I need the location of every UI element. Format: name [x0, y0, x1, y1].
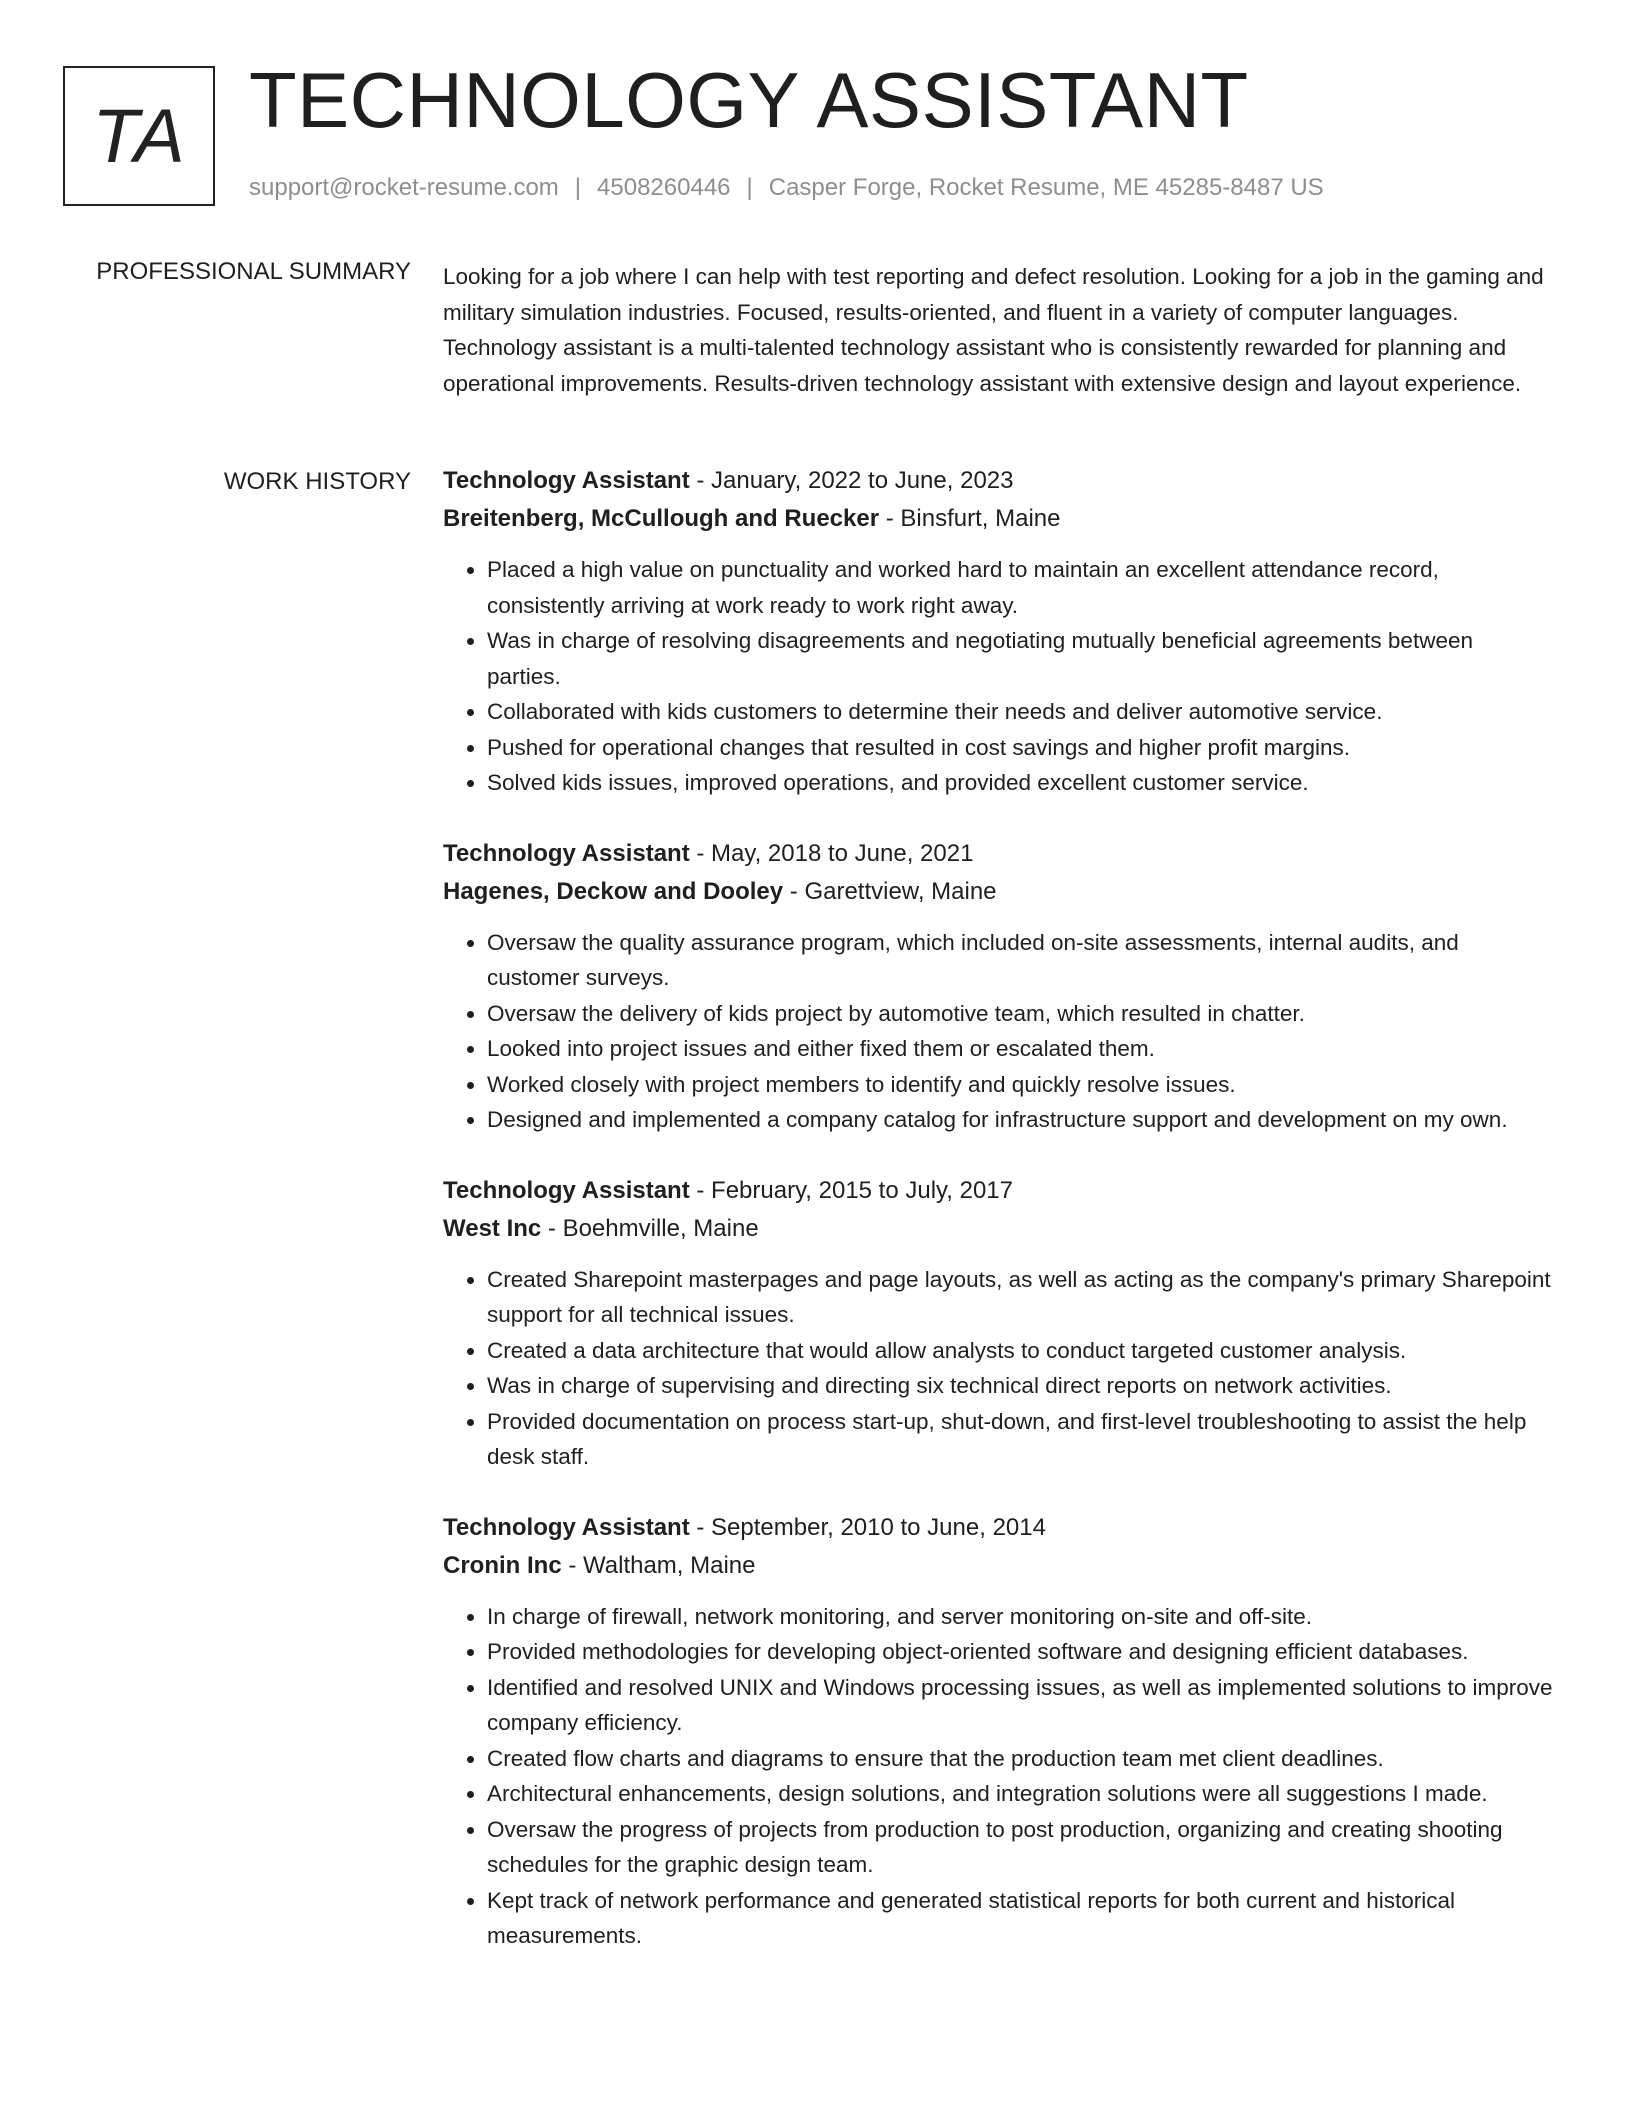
job-title-line	[443, 1509, 1553, 1547]
job-bullet: • Was in charge of supervising and directing six technical direct reports on network activities.	[487, 1368, 1553, 1404]
job-bullet-list	[443, 1599, 1553, 1954]
job-bullet: • Created flow charts and diagrams to ensure that the production team met client deadlines.	[487, 1741, 1553, 1777]
job-company-line	[443, 500, 1553, 538]
contact-address: Casper Forge, Rocket Resume, ME 45285-8487 US	[768, 174, 1324, 201]
job-entry	[443, 1172, 1553, 1475]
job-bullet: • In charge of firewall, network monitoring, and server monitoring on-site and off-site.	[487, 1599, 1553, 1635]
job-bullet: • Oversaw the progress of projects from production to post production, organizing and creating shooting schedules for the graphic design team.	[487, 1812, 1553, 1883]
job-title-line	[443, 462, 1553, 500]
job-entry	[443, 835, 1553, 1138]
job-title-line	[443, 835, 1553, 873]
job-company: Hagenes, Deckow and Dooley	[443, 877, 784, 905]
job-bullet-list	[443, 552, 1553, 801]
job-bullet: • Oversaw the delivery of kids project by automotive team, which resulted in chatter.	[487, 996, 1553, 1032]
job-location: - Garettview, Maine	[783, 877, 997, 905]
work-history-label: WORK HISTORY	[223, 468, 411, 495]
job-bullet: • Oversaw the quality assurance program, which included on-site assessments, internal audits, and customer surveys.	[487, 925, 1553, 996]
job-dates: - May, 2018 to June, 2021	[689, 839, 974, 867]
work-history-body	[443, 462, 1553, 1988]
job-title: Technology Assistant	[443, 839, 690, 867]
job-bullet: • Collaborated with kids customers to determine their needs and deliver automotive service.	[487, 694, 1553, 730]
job-title: Technology Assistant	[443, 1176, 690, 1204]
job-dates: - January, 2022 to June, 2023	[689, 467, 1014, 494]
job-bullet: • Pushed for operational changes that resulted in cost savings and higher profit margins.	[487, 730, 1553, 766]
contact-separator: |	[574, 174, 582, 201]
job-company: Cronin Inc	[443, 1551, 562, 1579]
job-bullet: • Worked closely with project members to identify and quickly resolve issues.	[487, 1067, 1553, 1103]
job-bullet: • Kept track of network performance and generated statistical reports for both current and historical measurements.	[487, 1883, 1553, 1954]
job-entry	[443, 1509, 1553, 1954]
job-entry	[443, 462, 1553, 801]
job-bullet: • Was in charge of resolving disagreements and negotiating mutually beneficial agreements between parties.	[487, 623, 1553, 694]
contact-separator: |	[746, 174, 753, 201]
job-location: - Boehmville, Maine	[541, 1214, 759, 1242]
job-company: Breitenberg, McCullough and Ruecker	[443, 505, 880, 532]
resume-name: TECHNOLOGY ASSISTANT	[249, 56, 1249, 144]
job-title: Technology Assistant	[443, 1513, 690, 1541]
job-location: - Waltham, Maine	[561, 1551, 756, 1579]
job-bullet: • Solved kids issues, improved operations, and provided excellent customer service.	[487, 765, 1553, 801]
job-company-line	[443, 1547, 1553, 1585]
job-company-line	[443, 873, 1553, 911]
job-bullet-list	[443, 1262, 1553, 1475]
job-bullet: • Provided documentation on process start-up, shut-down, and first-level troubleshooting to assist the help desk staff.	[487, 1404, 1553, 1475]
job-bullet: • Designed and implemented a company catalog for infrastructure support and development on my own.	[487, 1102, 1553, 1138]
job-bullet: • Created a data architecture that would allow analysts to conduct targeted customer analysis.	[487, 1333, 1553, 1369]
summary-body	[443, 259, 1553, 401]
contact-email: support@rocket-resume.com	[249, 174, 559, 201]
contact-phone: 4508260446	[597, 174, 731, 201]
job-bullet-list	[443, 925, 1553, 1138]
monogram-badge	[63, 66, 215, 206]
summary-text: Looking for a job where I can help with test reporting and defect resolution. Looking for a job in the gaming and military simulation industries. Focused, results-oriented, and fluent in a variety of computer languages. Technology assistant is a multi-talented technology assistant who is consistently rewarded for planning and operational improvements. Results-driven technology assistant with extensive design and layout experience.	[443, 264, 1544, 396]
job-company: West Inc	[443, 1214, 542, 1242]
job-bullet: • Created Sharepoint masterpages and page layouts, as well as acting as the company's primary Sharepoint support for all technical issues.	[487, 1262, 1553, 1333]
job-title: Technology Assistant	[443, 467, 690, 494]
job-bullet: • Placed a high value on punctuality and worked hard to maintain an excellent attendance record, consistently arriving at work ready to work right away.	[487, 552, 1553, 623]
job-title-line	[443, 1172, 1553, 1210]
job-bullet: • Identified and resolved UNIX and Windows processing issues, as well as implemented solutions to improve company efficiency.	[487, 1670, 1553, 1741]
job-dates: - September, 2010 to June, 2014	[689, 1513, 1046, 1541]
job-bullet: • Looked into project issues and either fixed them or escalated them.	[487, 1031, 1553, 1067]
job-location: - Binsfurt, Maine	[879, 505, 1061, 532]
job-company-line	[443, 1210, 1553, 1248]
summary-label: PROFESSIONAL SUMMARY	[96, 258, 411, 285]
contact-line	[249, 174, 1324, 202]
job-bullet: • Provided methodologies for developing object-oriented software and designing efficient databases.	[487, 1634, 1553, 1670]
job-dates: - February, 2015 to July, 2017	[689, 1176, 1013, 1204]
monogram-text: TA	[92, 93, 186, 179]
job-bullet: • Architectural enhancements, design solutions, and integration solutions were all suggestions I made.	[487, 1776, 1553, 1812]
